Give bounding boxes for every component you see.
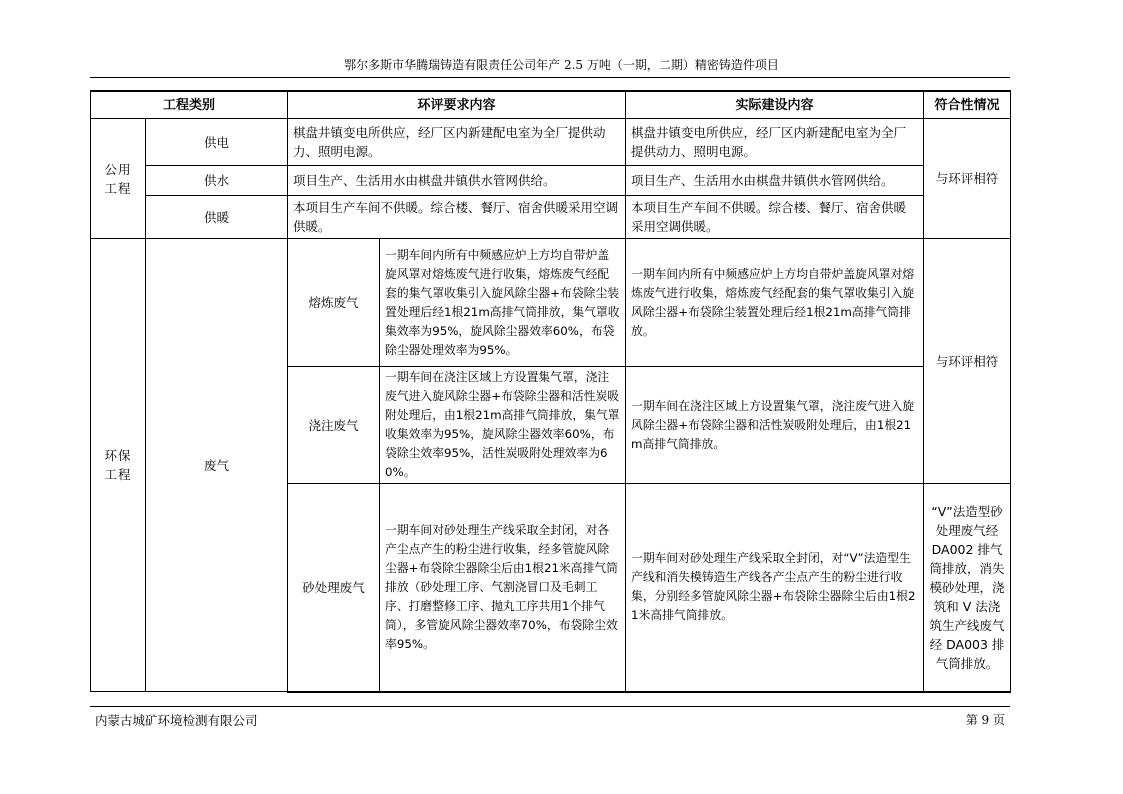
item-water-supply: 供水 (146, 166, 288, 196)
column-header-actual: 实际建设内容 (626, 91, 924, 119)
subcategory-exhaust-gas: 废气 (146, 239, 288, 692)
compliance-smelting-pouring: 与环评相符 (924, 239, 1011, 484)
required-water-supply: 项目生产、生活用水由棋盘井镇供水管网供给。 (288, 166, 626, 196)
table-row (91, 119, 1011, 166)
project-comparison-table (90, 90, 1011, 693)
actual-power-supply: 棋盘井镇变电所供应，经厂区内新建配电室为全厂提供动力、照明电源。 (626, 119, 924, 166)
required-sand-treatment-gas: 一期车间对砂处理生产线采取全封闭，对各产尘点产生的粉尘进行收集，经多管旋风除尘器+布袋除尘器除尘后由1根21米高排气筒排放（砂处理工序、气割浇冒口及毛刺工序、打磨整修工序、抛丸工序共用1个排气筒），多管旋风除尘器效率70%，布袋除尘效率95%。 (380, 484, 626, 692)
column-header-category: 工程类别 (91, 91, 288, 119)
footer-divider (90, 706, 1010, 707)
required-power-supply: 棋盘井镇变电所供应，经厂区内新建配电室为全厂提供动力、照明电源。 (288, 119, 626, 166)
table-row (91, 239, 1011, 367)
item-sand-treatment-gas: 砂处理废气 (288, 484, 380, 692)
actual-smelting-gas: 一期车间内所有中频感应炉上方均自带炉盖旋风罩对熔炼废气进行收集，熔炼废气经配套的集气罩收集引入旋风除尘器+布袋除尘装置处理后经1根21m高排气筒排放。 (626, 239, 924, 367)
required-heating: 本项目生产车间不供暖。综合楼、餐厅、宿舍供暖采用空调供暖。 (288, 196, 626, 239)
item-power-supply: 供电 (146, 119, 288, 166)
column-header-compliance: 符合性情况 (924, 91, 1011, 119)
table-header-row (91, 91, 1011, 119)
compliance-public-works: 与环评相符 (924, 119, 1011, 239)
item-smelting-gas: 熔炼废气 (288, 239, 380, 367)
category-public-works: 公用 工程 (91, 119, 146, 239)
footer-company: 内蒙古城矿环境检测有限公司 (95, 713, 258, 728)
actual-water-supply: 项目生产、生活用水由棋盘井镇供水管网供给。 (626, 166, 924, 196)
table-row (91, 196, 1011, 239)
actual-heating: 本项目生产车间不供暖。综合楼、餐厅、宿舍供暖采用空调供暖。 (626, 196, 924, 239)
required-pouring-gas: 一期车间在浇注区域上方设置集气罩，浇注废气进入旋风除尘器+布袋除尘器和活性炭吸附处理后，由1根21m高排气筒排放，集气罩收集效率为95%，旋风除尘器效率60%，布袋除尘效率95%，活性炭吸附处理效率为60%。 (380, 367, 626, 484)
required-smelting-gas: 一期车间内所有中频感应炉上方均自带炉盖旋风罩对熔炼废气进行收集，熔炼废气经配套的集气罩收集引入旋风除尘器+布袋除尘装置处理后经1根21m高排气筒排放，集气罩收集效率为95%，旋风除尘器效率60%，布袋除尘器处理效率为95%。 (380, 239, 626, 367)
actual-pouring-gas: 一期车间在浇注区域上方设置集气罩，浇注废气进入旋风除尘器+布袋除尘器和活性炭吸附处理后，由1根21m高排气筒排放。 (626, 367, 924, 484)
actual-sand-treatment-gas: 一期车间对砂处理生产线采取全封闭，对“V”法造型生产线和消失模铸造生产线各产尘点产生的粉尘进行收集，分别经多管旋风除尘器+布袋除尘器除尘后由1根21米高排气筒排放。 (626, 484, 924, 692)
category-env-works: 环保 工程 (91, 239, 146, 692)
item-pouring-gas: 浇注废气 (288, 367, 380, 484)
footer-page-number: 第 9 页 (965, 713, 1005, 727)
item-heating: 供暖 (146, 196, 288, 239)
header-divider (90, 77, 1010, 78)
compliance-sand-treatment: “V”法造型砂处理废气经 DA002 排气筒排放，消失模砂处理，浇筑和 V 法浇筑生产线废气经 DA003 排气筒排放。 (924, 484, 1011, 692)
column-header-required: 环评要求内容 (288, 91, 626, 119)
page-header-title: 鄂尔多斯市华腾瑞铸造有限责任公司年产 2.5 万吨（一期，二期）精密铸造件项目 (344, 58, 779, 72)
table-row (91, 166, 1011, 196)
